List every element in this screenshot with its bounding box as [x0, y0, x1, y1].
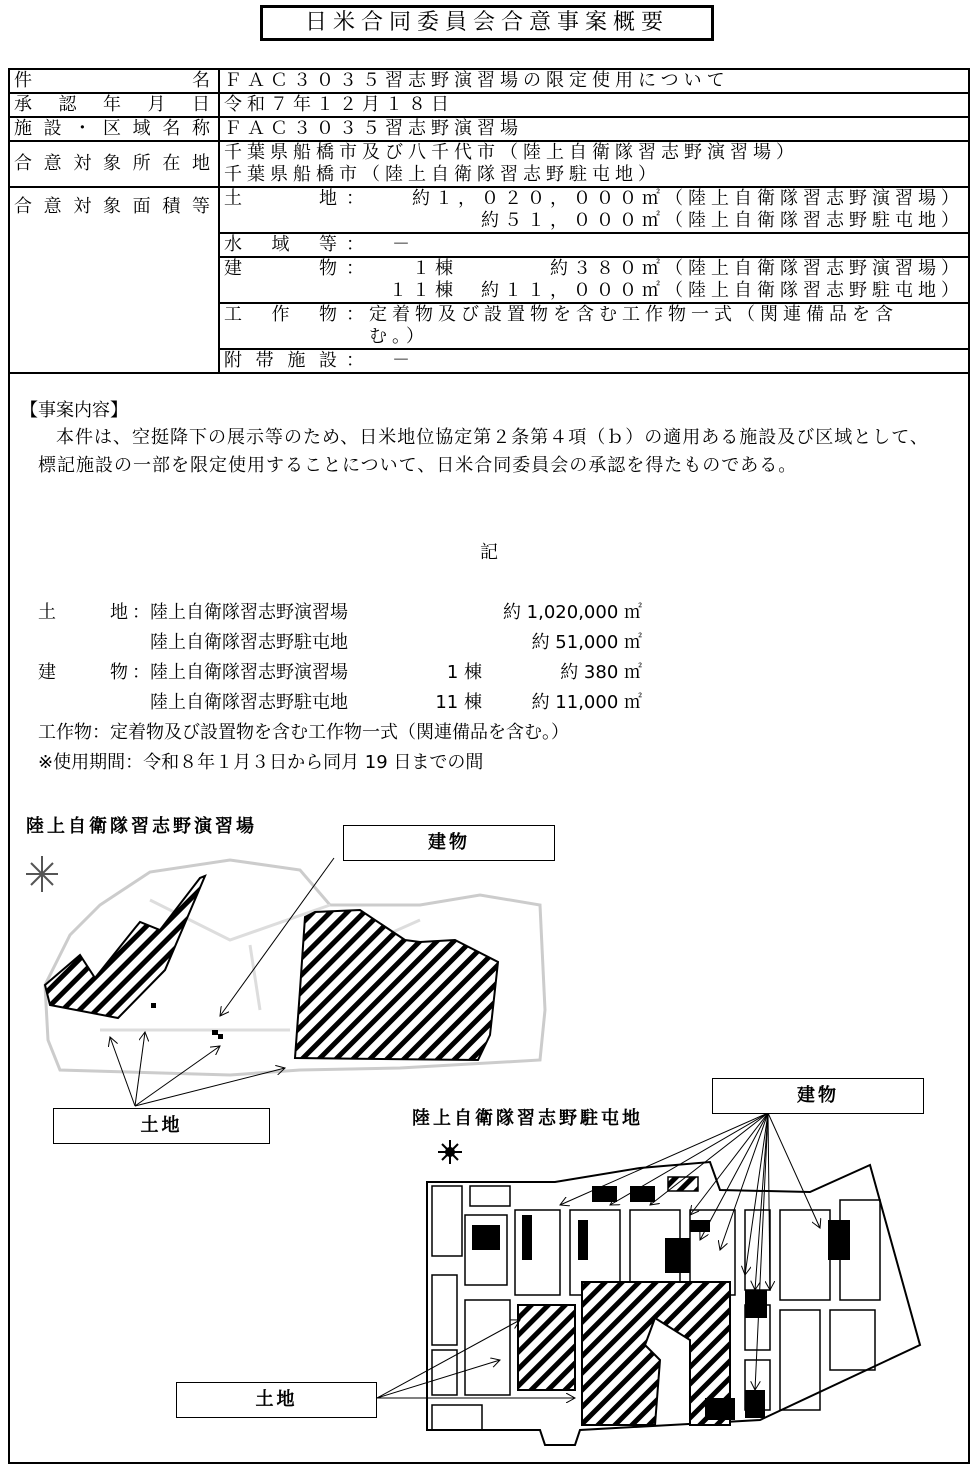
building-marker	[151, 1003, 156, 1008]
content-heading: 【事案内容】	[20, 400, 128, 421]
facility-name-value: ＦＡＣ３０３５習志野演習場	[219, 117, 969, 141]
area-item-line: 約５１，０００㎡（陸上自衛隊習志野駐屯地）	[481, 210, 964, 231]
callout-land-map2: 土地	[176, 1382, 377, 1418]
content-paragraph: 本件は、空挺降下の展示等のため、日米地位協定第２条第４項（ｂ）の適用ある施設及び区域として、標記施設の一部を限定使用することについて、日米合同委員会の承認を得たものである。	[38, 427, 929, 476]
row-label-location: 合意対象所在地	[9, 141, 219, 187]
hatched-land-area-west	[45, 876, 205, 1018]
colon: ：	[346, 234, 369, 255]
list-area: 約 1,020,000 ㎡	[502, 602, 642, 623]
colon: ：	[346, 258, 369, 279]
compass-icon	[26, 856, 58, 892]
area-item-line: 約１，０２０，０００㎡（陸上自衛隊習志野演習場）	[412, 188, 964, 209]
building-marker	[212, 1030, 218, 1035]
row-label-approval-date: 承 認 年 月 日	[9, 93, 219, 117]
callout-leader	[135, 1032, 145, 1106]
garrison-map	[377, 1113, 920, 1445]
structures-line: 工作物：定着物及び設置物を含む工作物一式（関連備品を含む。）	[38, 722, 569, 743]
page-title: 日米合同委員会合意事案概要	[260, 5, 714, 41]
list-name: 陸上自衛隊習志野駐屯地	[150, 632, 348, 653]
area-item-line: １１棟 約１１，０００㎡（陸上自衛隊習志野駐屯地）	[389, 280, 964, 301]
hatched-land-area-1	[518, 1305, 575, 1390]
list-area: 約 11,000 ㎡	[531, 692, 642, 713]
area-item-value: －	[369, 350, 415, 371]
case-name-value: ＦＡＣ３０３５習志野演習場の限定使用について	[219, 69, 969, 93]
map-title-garrison: 陸上自衛隊習志野駐屯地	[412, 1108, 643, 1129]
colon: ：	[346, 304, 369, 325]
area-item-key: 附帯施設	[224, 350, 342, 371]
area-item-line: む。）	[369, 326, 429, 347]
row-label-area: 合意対象面積等	[9, 187, 219, 373]
callout-building-map2: 建物	[712, 1078, 924, 1114]
list-area: 約 380 ㎡	[560, 662, 642, 683]
colon: ：	[346, 188, 369, 209]
area-item-key: 土 地	[224, 188, 342, 209]
colon: ：	[132, 602, 150, 623]
list-count: 11 棟	[435, 692, 482, 713]
row-label-facility-name: 施設・区域名称	[9, 117, 219, 141]
ki-heading: 記	[480, 542, 498, 563]
building-marker	[218, 1034, 223, 1039]
area-item-key: 水 域 等	[224, 234, 342, 255]
location-line: 千葉県船橋市（陸上自衛隊習志野駐屯地）	[224, 164, 661, 185]
list-key: 建 物	[38, 662, 128, 683]
area-item-line: １棟 約３８０㎡（陸上自衛隊習志野演習場）	[389, 258, 964, 279]
list-name: 陸上自衛隊習志野演習場	[150, 602, 348, 623]
location-line: 千葉県船橋市及び八千代市（陸上自衛隊習志野演習場）	[224, 142, 799, 163]
area-item-key: 建 物	[224, 258, 342, 279]
area-item-value: －	[369, 234, 415, 255]
list-name: 陸上自衛隊習志野演習場	[150, 662, 348, 683]
callout-land-map1: 土地	[53, 1108, 270, 1144]
colon: ：	[132, 662, 150, 683]
usage-period: ※使用期間：令和８年１月３日から同月 19 日までの間	[38, 752, 484, 773]
row-label-case-name: 件 名	[9, 69, 219, 93]
map-title-training-area: 陸上自衛隊習志野演習場	[26, 816, 257, 837]
hatched-land-area-east	[295, 910, 498, 1060]
list-key: 土 地	[38, 602, 128, 623]
callout-leader	[135, 1046, 220, 1106]
list-name: 陸上自衛隊習志野駐屯地	[150, 692, 348, 713]
callout-building-map1: 建物	[343, 825, 555, 861]
list-count: 1 棟	[446, 662, 482, 683]
colon: ：	[346, 350, 369, 371]
approval-date-value: 令和７年１２月１８日	[219, 93, 969, 117]
compass-icon	[438, 1140, 462, 1164]
area-item-line: 定着物及び設置物を含む工作物一式（関連備品を含	[369, 304, 898, 325]
area-item-key: 工 作 物	[224, 304, 342, 325]
training-area-map	[26, 856, 545, 1106]
list-area: 約 51,000 ㎡	[531, 632, 642, 653]
